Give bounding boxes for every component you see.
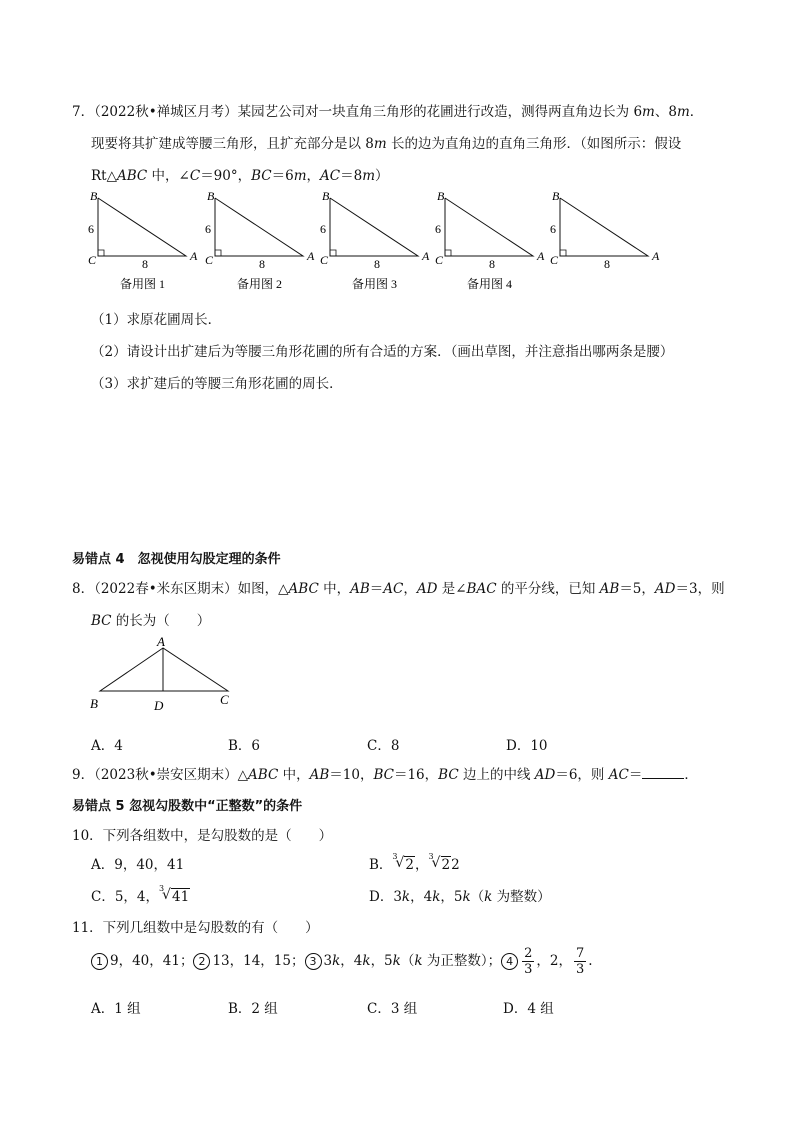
caption: 备用图 1	[120, 277, 166, 291]
cube-root: 3 √ 2	[428, 852, 451, 873]
label-c: C	[205, 253, 214, 267]
q11-option-a: A．1 组	[91, 1001, 141, 1017]
q8-option-c: C．8	[367, 738, 400, 754]
label-6: 6	[320, 222, 326, 236]
fraction-2-3: $\frac{2}{3}$	[524, 946, 533, 977]
triangle-figure-3	[318, 188, 448, 298]
triangle-figure-2	[203, 188, 333, 298]
q7-sub-3: （3）求扩建后的等腰三角形花圃的周长．	[91, 376, 343, 392]
section-5-heading: 易错点 5 忽视勾股数中“正整数”的条件	[72, 799, 303, 814]
section-4-heading: 易错点 4 忽视使用勾股定理的条件	[72, 552, 281, 567]
label-8: 8	[489, 257, 495, 271]
triangle-figure-4	[433, 188, 563, 298]
fraction-7-3: $\frac{7}{3}$	[575, 946, 585, 977]
q8-line-1: 8．（2022春•米东区期末）如图，△ABC 中，AB＝AC，AD 是∠BAC 的平分线，已知 AB＝5，AD＝3，则	[72, 581, 725, 597]
label-c: C	[320, 253, 329, 267]
circled-1: 1	[91, 953, 108, 970]
q11-option-b: B．2 组	[228, 1001, 278, 1017]
label-b: B	[90, 189, 98, 203]
caption: 备用图 2	[237, 277, 283, 291]
label-b: B	[552, 189, 560, 203]
caption: 备用图 4	[467, 277, 513, 291]
label-d: D	[154, 698, 164, 712]
label-c: C	[435, 253, 444, 267]
label-b: B	[207, 189, 215, 203]
label-8: 8	[259, 257, 265, 271]
label-c: C	[550, 253, 559, 267]
q11-option-c: C．3 组	[367, 1001, 418, 1017]
label-6: 6	[435, 222, 441, 236]
label-8: 8	[604, 257, 610, 271]
q11-stem: 11．下列几组数中是勾股数的有（ ）	[72, 920, 319, 936]
label-6: 6	[550, 222, 556, 236]
q11-option-d: D．4 组	[503, 1001, 554, 1017]
label-6: 6	[205, 222, 211, 236]
label-8: 8	[142, 257, 148, 271]
label-a: A	[652, 249, 660, 263]
isosceles-triangle-figure	[86, 632, 246, 712]
label-b: B	[322, 189, 330, 203]
label-a: A	[307, 249, 315, 263]
cube-root: 3 √ 2	[392, 852, 415, 873]
label-a: A	[422, 249, 430, 263]
q10-option-b: B． 3 √ 2， 3 √ 22	[369, 852, 460, 873]
q8-option-d: D．10	[506, 738, 548, 754]
label-a: A	[537, 249, 545, 263]
q10-option-d: D．3k，4k，5k（k 为整数）	[369, 889, 551, 905]
q7-sub-1: （1）求原花圃周长．	[91, 312, 222, 328]
q7-line-3: Rt△ABC 中，∠C＝90°，BC＝6m，AC＝8m）	[91, 168, 389, 184]
label-c: C	[88, 253, 97, 267]
label-b: B	[437, 189, 445, 203]
caption: 备用图 3	[352, 277, 398, 291]
label-8: 8	[374, 257, 380, 271]
label-b: B	[90, 696, 98, 711]
circled-4: 4	[501, 953, 518, 970]
q8-line-2: BC 的长为（ ）	[91, 613, 211, 629]
circled-2: 2	[193, 953, 210, 970]
q10-option-a: A．9，40，41	[91, 857, 185, 873]
q9-line: 9．（2023秋•崇安区期末）△ABC 中，AB＝10，BC＝16，BC 边上的中线 AD＝6，则 AC＝ ．	[72, 767, 698, 783]
circled-3: 3	[305, 953, 322, 970]
cube-root: 3 √ 41	[159, 884, 190, 905]
triangle-figure-1	[86, 188, 216, 298]
q10-option-c: C．5，4， 3 √ 41	[91, 884, 190, 905]
label-c: C	[220, 692, 229, 707]
q7-line-1: 7．（2022秋•禅城区月考）某园艺公司对一块直角三角形的花圃进行改造，测得两直角边长为 6m、8m．	[72, 104, 704, 120]
triangle-figure-5	[548, 188, 678, 298]
q7-sub-2: （2）请设计出扩建后为等腰三角形花圃的所有合适的方案．（画出草图，并注意指出哪两条是腰）	[91, 344, 674, 360]
label-6: 6	[88, 222, 94, 236]
label-a: A	[157, 634, 165, 649]
q10-stem: 10．下列各组数中，是勾股数的是（ ）	[72, 828, 333, 844]
label-a: A	[190, 249, 198, 263]
q8-option-b: B．6	[228, 738, 261, 754]
q11-groups: 1 9，40，41； 2 13，14，15； 3 3k，4k，5k（k 为正整数）； 4 $\frac{2}{3}$ ，2， $\frac{7}{3}$ .	[91, 944, 593, 978]
q8-option-a: A．4	[91, 738, 123, 754]
q7-line-2: 现要将其扩建成等腰三角形，且扩充部分是以 8m 长的边为直角边的直角三角形．（如图所示：假设	[91, 136, 682, 152]
answer-blank[interactable]	[642, 766, 684, 779]
